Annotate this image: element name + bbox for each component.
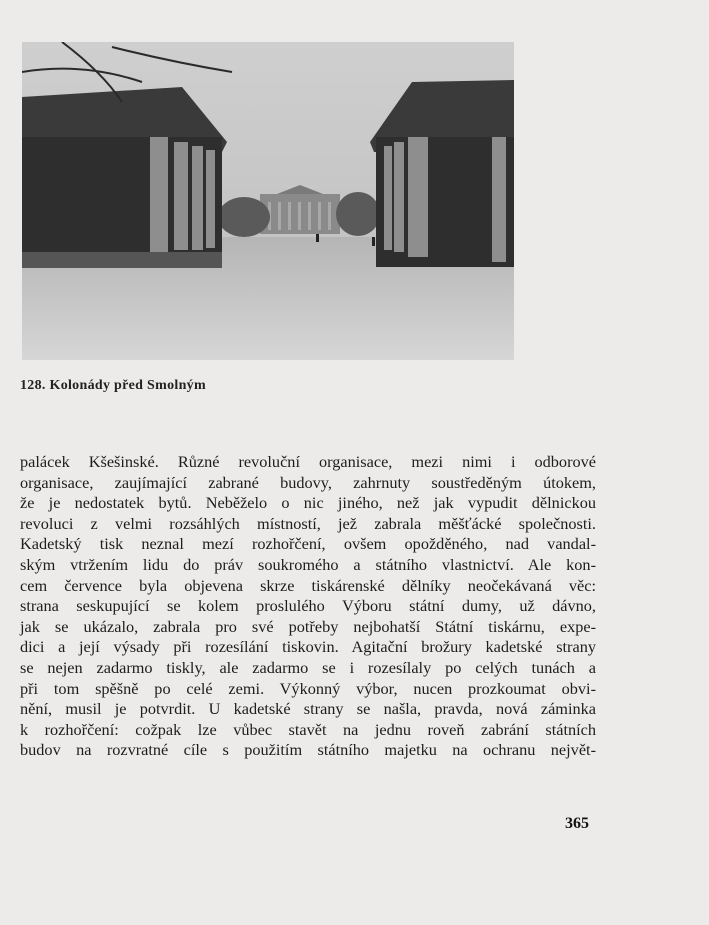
text-line [20, 740, 596, 761]
text-line [20, 514, 596, 535]
body-paragraph [20, 452, 596, 761]
text-line [20, 658, 596, 679]
photo-colonnades-smolny [22, 42, 514, 360]
text-line [20, 576, 596, 597]
text-line-content: při tom spěšně po celé zemi. Výkonný výbor, nucen prozkoumat obvi- [20, 678, 596, 698]
text-line-content: Kadetský tisk neznal mezí rozhořčení, ovšem opožděného, nad vandal- [20, 534, 596, 554]
text-line-content: dici a její výsady při rozesílání tiskovin. Agitační brožury kadetské strany [20, 637, 596, 657]
text-line-content: organisace, zaujímající zabrané budovy, zahrnuty soustředěným útokem, [20, 472, 596, 492]
text-line-content: že je nedostatek bytů. Neběželo o nic jiného, než jak vypudit dělnickou [20, 493, 596, 513]
text-line [20, 679, 596, 700]
page-number: 365 [565, 815, 589, 832]
text-line-content: ským vtržením lidu do práv soukromého a státního vlastnictví. Ale kon- [20, 554, 596, 574]
text-line-content: se nejen zadarmo tiskly, ale zadarmo se i rozesílaly po celých tunách a [20, 657, 596, 677]
text-line [20, 699, 596, 720]
text-line [20, 617, 596, 638]
text-line [20, 493, 596, 514]
text-line [20, 473, 596, 494]
text-line [20, 596, 596, 617]
text-line-content: nění, musil je potvrdit. U kadetské strany se našla, pravda, nová záminka [20, 699, 596, 719]
text-line-content: revoluci z velmi rozsáhlých místností, jež zabrala měšťácké společnosti. [20, 513, 596, 533]
text-line-content: cem července byla objevena skrze tiskárenské dělníky neočekávaná věc: [20, 575, 596, 595]
text-line [20, 452, 596, 473]
text-line-content: budov na rozvratné cíle s použitím státního majetku na ochranu největ- [20, 740, 596, 760]
text-line [20, 720, 596, 741]
figure-caption: 128. Kolonády před Smolným [20, 378, 206, 393]
text-line [20, 637, 596, 658]
photo-image [22, 42, 514, 360]
text-line-content: k rozhořčení: cožpak lze vůbec stavět na jednu roveň zabrání státních [20, 719, 596, 739]
text-line [20, 534, 596, 555]
text-line [20, 555, 596, 576]
text-line-content: palácek Kšešinské. Různé revoluční organisace, mezi nimi i odborové [20, 452, 596, 471]
text-line-content: jak se ukázalo, zabrala pro své potřeby nejbohatší Státní tiskárnu, expe- [20, 616, 596, 636]
text-line-content: strana seskupující se kolem proslulého Výboru státní dumy, už dávno, [20, 596, 596, 616]
